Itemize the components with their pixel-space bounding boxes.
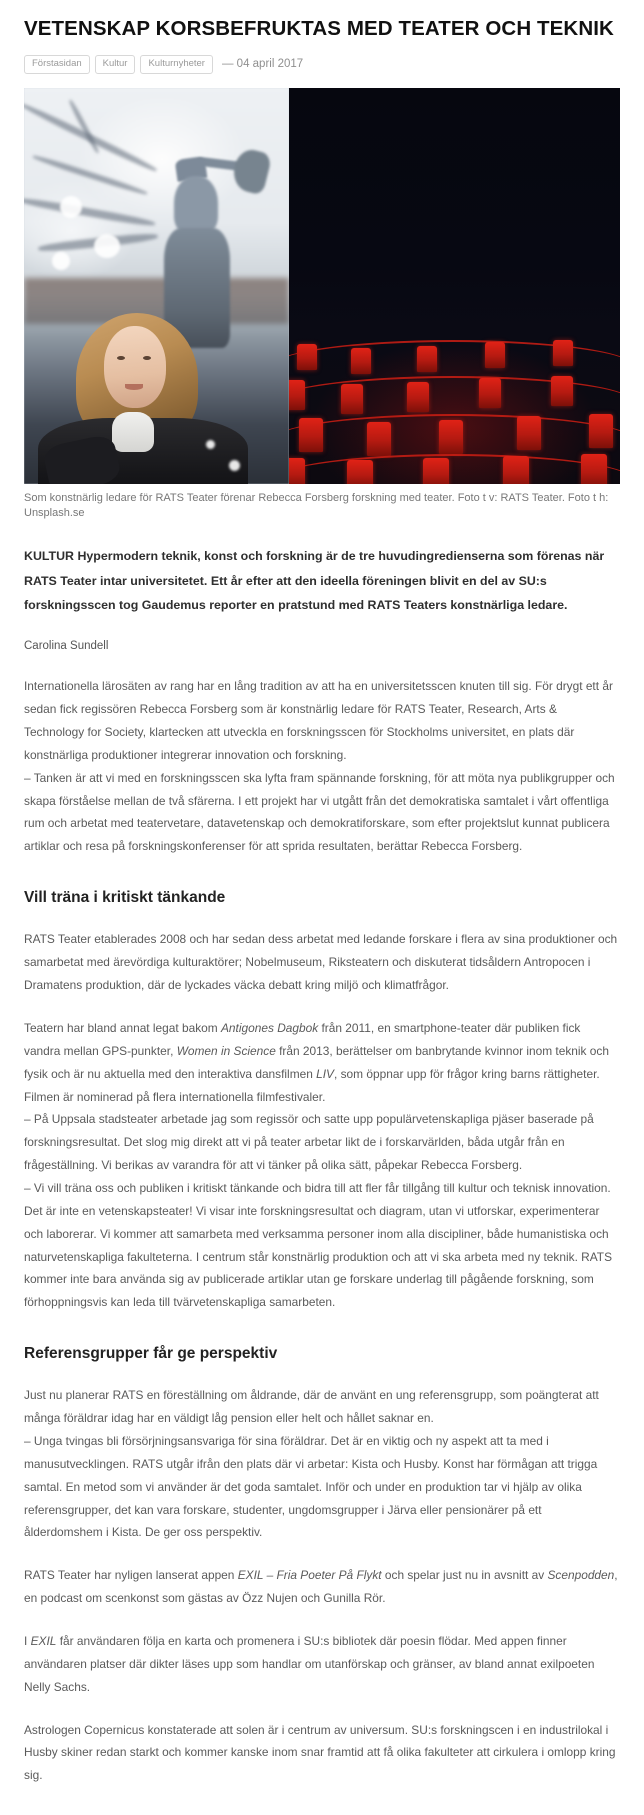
bokeh-light bbox=[206, 440, 215, 449]
theatre-seat bbox=[367, 422, 391, 456]
title-women-in-science: Women in Science bbox=[176, 1043, 276, 1058]
title-scenpodden: Scenpodden bbox=[547, 1568, 615, 1583]
paragraph-rats-2008: RATS Teater etablerades 2008 och har sedan dess arbetat med ledande forskare i flera av sina produktioner och samarbetat med ärevördiga kulturaktörer; Nobelmuseum, Riksteatern och diskuterat tidsåldern Antropocen i Dramatens produktion, där de lyckades väcka debatt kring miljö och klimatfrågor. bbox=[24, 932, 618, 993]
theatre-seat bbox=[289, 380, 305, 410]
theatre-seat bbox=[439, 420, 463, 454]
hero-image bbox=[24, 88, 620, 484]
paragraph-exil-part2: och spelar just nu in avsnitt av bbox=[381, 1568, 548, 1583]
theatre-seat bbox=[551, 376, 573, 406]
theatre-seat bbox=[297, 344, 317, 370]
paragraph-copernicus: Astrologen Copernicus konstaterade att solen är i centrum av universum. SU:s forskningscen i en industrilokal i Husby skiner redan starkt och kommer kanske inom snar framtid att få olika fakulteter att cirkulera i omlopp kring sig. bbox=[24, 1722, 616, 1783]
hero-image-left-portrait bbox=[24, 88, 289, 484]
paragraph-exil-karta bbox=[24, 1630, 620, 1699]
theatre-seat bbox=[299, 418, 323, 452]
theatre-seat bbox=[553, 340, 573, 366]
article-meta bbox=[24, 55, 620, 74]
page-title: VETENSKAP KORSBEFRUKTAS MED TEATER OCH TEKNIK bbox=[24, 17, 614, 40]
portrait-face bbox=[104, 326, 166, 408]
paragraph-antigones-part5: – På Uppsala stadsteater arbetade jag som regissör och satte upp populärvetenskapliga pjäser baserade på forskningsresultat. Det slog mig direkt att vi på teater arbetar likt de i forskarvärlden, båda utgår från en frågeställning. Vi berikas av varandra för att vi tänker på olika sätt, påpekar Rebecca Forsberg. bbox=[24, 1112, 594, 1173]
tag-forstasidan[interactable]: Förstasidan bbox=[24, 55, 90, 74]
paragraph-referensgrupper bbox=[24, 1384, 620, 1544]
publish-date: — 04 april 2017 bbox=[221, 58, 304, 71]
portrait-mouth bbox=[125, 384, 143, 390]
paragraph-exil2-part2: får användaren följa en karta och promenera i SU:s bibliotek där poesin flödar. Med appen finner användaren platser där dikter läses upp som handlar om utanförskap och gränser, av bland annat exilpoeten Nelly Sachs. bbox=[24, 1633, 595, 1694]
title-exil: EXIL bbox=[30, 1633, 57, 1648]
paragraph-exil-part3: , en podcast om scenkonst som gästas av Özz Nujen och Gunilla Rör. bbox=[24, 1568, 618, 1606]
theatre-seat bbox=[407, 382, 429, 412]
bokeh-light bbox=[229, 460, 240, 471]
portrait-scarf bbox=[112, 412, 154, 452]
theatre-seat bbox=[341, 384, 363, 414]
paragraph-antigones-part2: från 2011, en smartphone-teater där publiken fick vandra mellan GPS-punkter, bbox=[24, 1020, 581, 1058]
theatre-seat bbox=[347, 460, 373, 484]
paragraph-intro-part1: Internationella lärosäten av rang har en lång tradition av att ha en universitetsscen knuten till sig. För drygt ett år sedan fick regissören Rebecca Forsberg som är konstnärlig ledare för RATS Teater, Research, Arts & Technology for Society, klartecken att utveckla en forskningsscen för Stockholms universitet, en plats där konstnärliga produktioner integrerar innovation och forskning. bbox=[24, 679, 613, 762]
title-liv: LIV bbox=[316, 1066, 334, 1081]
statue-head bbox=[174, 176, 218, 234]
bokeh-light bbox=[60, 196, 82, 218]
paragraph-referensgrupper-part1: Just nu planerar RATS en föreställning om åldrande, där de använt en ung referensgrupp, som poängterat att många föräldrar idag har en väldigt låg pension eller helt och hållet saknar en. bbox=[24, 1388, 599, 1426]
theatre-seat bbox=[479, 378, 501, 408]
hero-image-right-theatre bbox=[289, 88, 620, 484]
portrait-eye-right bbox=[143, 356, 151, 360]
hero-caption: Som konstnärlig ledare för RATS Teater förenar Rebecca Forsberg forskning med teater. Foto t v: RATS Teater. Foto t h: Unsplash.se bbox=[24, 491, 609, 520]
title-antigones-dagbok: Antigones Dagbok bbox=[221, 1020, 319, 1035]
paragraph-antigones bbox=[24, 1017, 620, 1314]
paragraph-exil-part1: RATS Teater har nyligen lanserat appen bbox=[24, 1568, 238, 1583]
theatre-seat bbox=[289, 458, 305, 484]
article-lede: KULTUR Hypermodern teknik, konst och forskning är de tre huvudingredienserna som förenas när RATS Teater intar universitetet. Ett år efter att den ideella föreningen blivit en del av SU:s forskningsscen tog Gaudemus reporter en pratstund med RATS Teaters konstnärliga ledare. bbox=[24, 549, 605, 612]
paragraph-referensgrupper-part2: – Unga tvingas bli försörjningsansvariga för sina föräldrar. Det är en viktig och ny aspekt att ta med i manusutvecklingen. RATS utgår ifrån den plats där vi arbetar: Kista och Husby. Konst har förmågan att trigga samtal. En metod som vi använder är det goda samtalet. Inför och under en produktion tar vi hjälp av olika referensgrupper, det kan vara forskare, studenter, ungdomsgrupper i Järva eller pensionärer på ett ålderdomshem i Kista. De ger oss perspektiv. bbox=[24, 1433, 598, 1540]
article-byline: Carolina Sundell bbox=[24, 639, 109, 652]
theatre-seat bbox=[589, 414, 613, 448]
bokeh-light bbox=[52, 252, 70, 270]
paragraph-antigones-part4: , som öppnar upp för frågor kring barns rättigheter. Filmen är nominerad på flera internationella filmfestivaler. bbox=[24, 1066, 600, 1104]
paragraph-intro bbox=[24, 675, 620, 858]
paragraph-intro-part2: – Tanken är att vi med en forskningsscen ska lyfta fram spännande forskning, för att möta nya publikgrupper och skapa förståelse mellan de två sfärerna. I ett projekt har vi utgått från det demokratiska samtalet i vårt offentliga rum och arbetat med teatervetare, datavetenskap och demokratiforskare, som efter projektslut kunnat publicera artiklar och resa på forskningskonferenser för att sprida resultaten, berättar Rebecca Forsberg. bbox=[24, 770, 615, 854]
paragraph-antigones-part3: från 2013, berättelser om banbrytande kvinnor inom teknik och fysik och är nu aktuella med den interaktiva dansfilmen bbox=[24, 1043, 609, 1081]
paragraph-antigones-part1: Teatern har bland annat legat bakom bbox=[24, 1020, 221, 1035]
bokeh-light bbox=[94, 234, 120, 258]
paragraph-antigones-part6: – Vi vill träna oss och publiken i kritiskt tänkande och bidra till att fler får tillgång till kultur och teknisk innovation. Det är inte en vetenskapsteater! Vi visar inte forskningsresultat och diagram, utan vi utforskar, experimenterar och laborerar. Vi kommer att samarbeta med verksamma personer inom alla discipliner, både humanistiska och naturvetenskapliga fakulteterna. I centrum står konstnärlig produktion och att vi ska arbeta med ny teknik. RATS kommer inte bara använda sig av publicerade artiklar utan ge forskare underlag till pågående forskning, som förhoppningsvis kan leda till tvärvetenskapliga samarbeten. bbox=[24, 1180, 612, 1310]
theatre-seat bbox=[581, 454, 607, 484]
theatre-seat bbox=[423, 458, 449, 484]
section-heading-kritiskt-tankande: Vill träna i kritiskt tänkande bbox=[24, 889, 226, 907]
theatre-seat bbox=[517, 416, 541, 450]
section-heading-referensgrupper: Referensgrupper får ge perspektiv bbox=[24, 1345, 278, 1363]
portrait-eye-left bbox=[117, 356, 125, 360]
title-exil-fria-poeter: EXIL – Fria Poeter På Flykt bbox=[237, 1568, 382, 1583]
theatre-seat bbox=[351, 348, 371, 374]
tag-kulturnyheter[interactable]: Kulturnyheter bbox=[140, 55, 213, 74]
theatre-seat bbox=[503, 456, 529, 484]
paragraph-exil-app bbox=[24, 1564, 620, 1610]
paragraph-exil2-part1: I bbox=[24, 1633, 31, 1648]
tag-kultur[interactable]: Kultur bbox=[95, 55, 136, 74]
theatre-seat bbox=[417, 346, 437, 372]
theatre-seat bbox=[485, 342, 505, 368]
